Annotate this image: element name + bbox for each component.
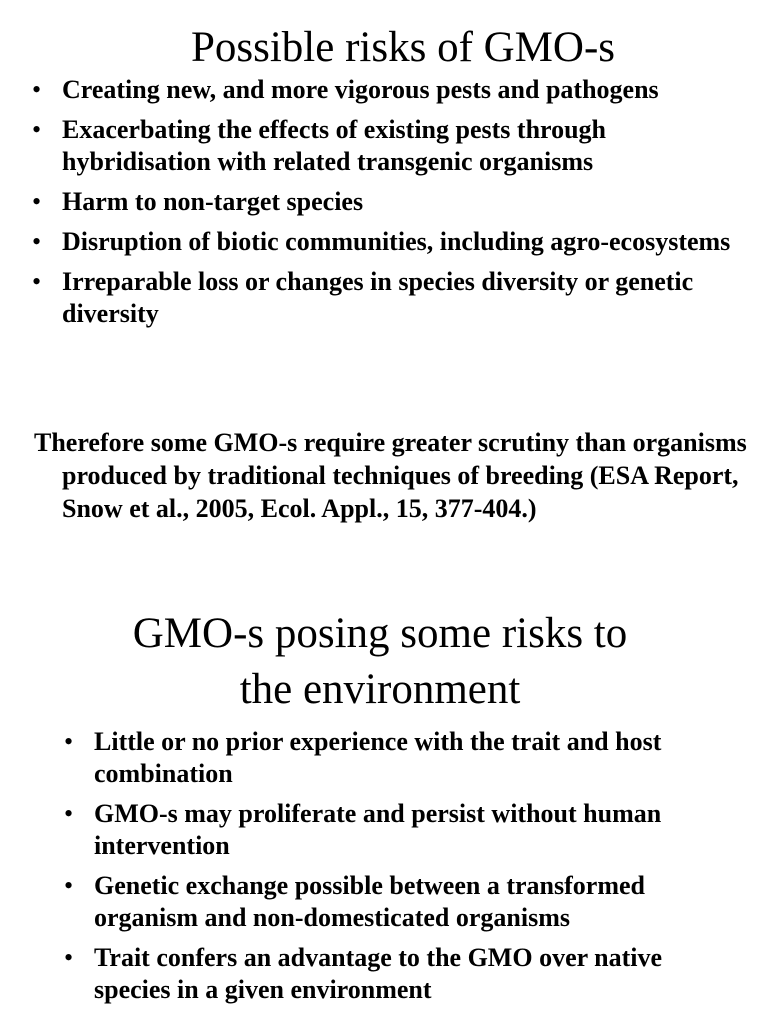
title-line-1: GMO-s posing some risks to xyxy=(132,610,628,657)
bullet-icon: • xyxy=(32,75,42,104)
bullet-icon: • xyxy=(32,187,42,216)
list-item: • Irreparable loss or changes in species diversity or genetic diversity xyxy=(32,267,694,328)
bullet-icon: • xyxy=(64,799,74,828)
bullet-icon: • xyxy=(64,727,74,756)
list-item: • GMO-s may proliferate and persist without human intervention xyxy=(64,799,662,860)
bullet-icon: • xyxy=(32,267,42,296)
list-item: • Little or no prior experience with the trait and host combination xyxy=(64,727,662,788)
list-item: • Exacerbating the effects of existing pests through hybridisation with related transgenic organisms xyxy=(32,115,607,176)
slide-title xyxy=(0,606,760,718)
slide-environment-risks xyxy=(0,600,768,1024)
list-item: • Trait confers an advantage to the GMO over native species in a given environment xyxy=(64,943,663,1004)
bullet-icon: • xyxy=(64,871,74,900)
bullet-icon: • xyxy=(32,115,42,144)
list-item: • Harm to non-target species xyxy=(32,187,364,216)
title-line-2: the environment xyxy=(239,666,521,713)
bullet-icon: • xyxy=(64,943,74,972)
risk-list xyxy=(32,74,752,338)
bullet-icon: • xyxy=(32,227,42,256)
list-item: • Genetic exchange possible between a transformed organism and non-domesticated organisms xyxy=(64,871,645,932)
conclusion-text: Therefore some GMO-s require greater scrutiny than organisms produced by traditional techniques of breeding (ESA Report, Snow et al., 2005, Ecol. Appl., 15, 377-404.) xyxy=(34,428,747,523)
list-item: • Creating new, and more vigorous pests and pathogens xyxy=(32,75,659,104)
slide-title: Possible risks of GMO-s xyxy=(190,24,616,71)
environment-risk-list xyxy=(64,726,714,1014)
list-item: • Disruption of biotic communities, including agro-ecosystems xyxy=(32,227,731,256)
